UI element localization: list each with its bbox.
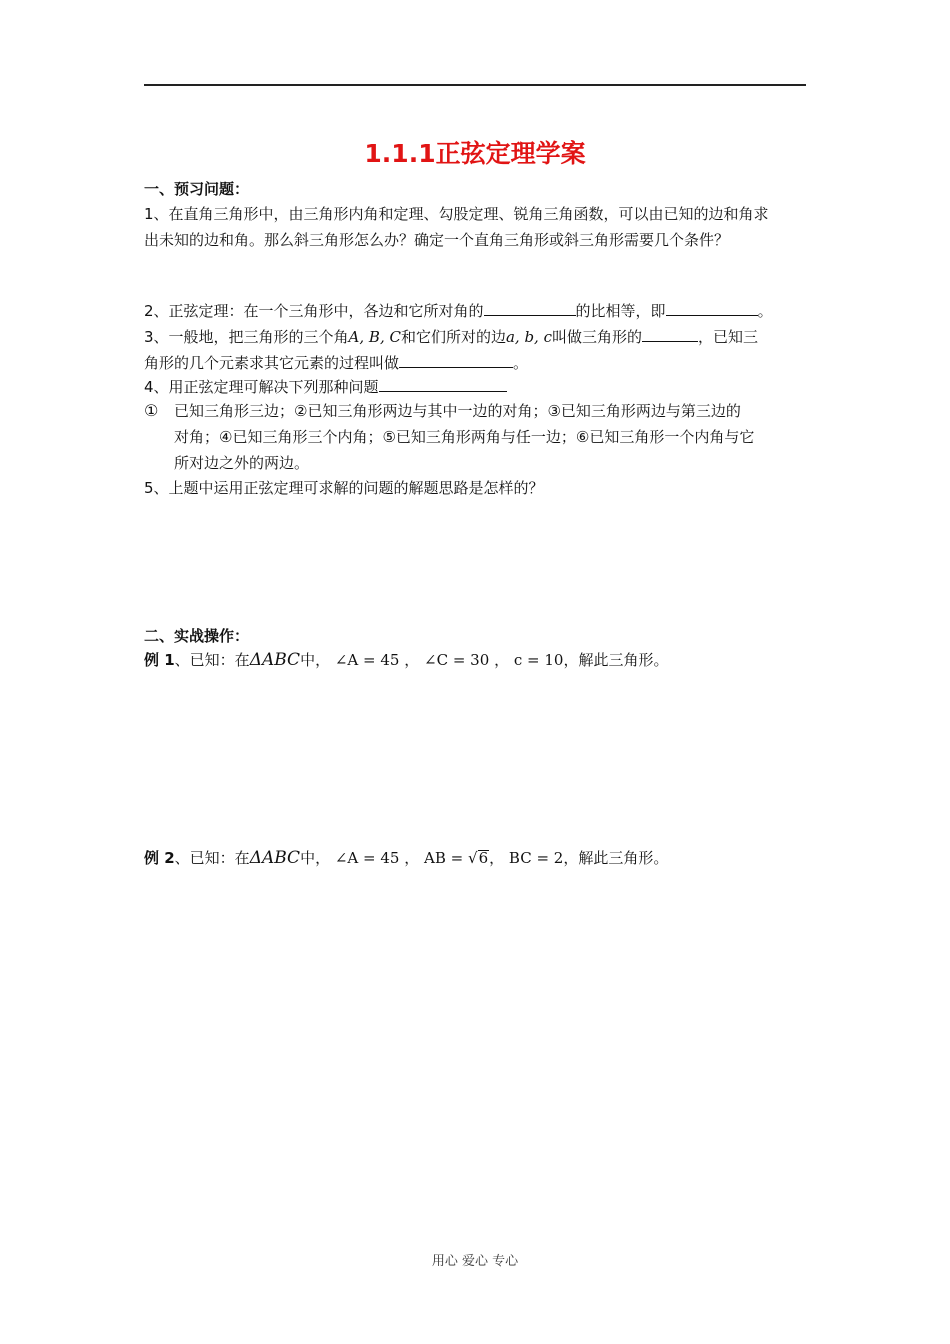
example-1-label: 例 1 <box>144 651 175 669</box>
options-line-2: 对角；④已知三角形三个内角；⑤已知三角形两角与任一边；⑥已知三角形一个内角与它 <box>174 428 755 446</box>
condition-side-bc: BC = 2 <box>508 849 564 867</box>
option-marker: ① <box>144 401 159 420</box>
answer-blank[interactable] <box>379 375 507 392</box>
condition-angle-a: ∠A = 45 <box>334 651 400 669</box>
answer-blank[interactable] <box>484 299 576 316</box>
condition-side-ab: AB = √6 <box>424 849 489 867</box>
page-title: 1.1.1正弦定理学案 <box>364 139 586 168</box>
sides-abc: a, b, c <box>505 328 552 346</box>
angles-abc: A, B, C <box>348 328 401 346</box>
example-1: 例 1、已知：在ΔABC中， ∠A = 45 ， ∠C = 30 ， c = 10，解此三角形。 <box>144 650 669 670</box>
triangle-abc: ΔABC <box>249 848 301 868</box>
sqrt-icon: √ <box>468 849 478 867</box>
condition-side-c: c = 10 <box>513 651 564 669</box>
answer-blank[interactable] <box>642 325 698 342</box>
question-1-line-2: 出未知的边和角。那么斜三角形怎么办？确定一个直角三角形或斜三角形需要几个条件？ <box>144 231 730 249</box>
answer-blank[interactable] <box>666 299 758 316</box>
example-2: 例 2、已知：在ΔABC中， ∠A = 45 ， AB = √6， BC = 2，解此三角形。 <box>144 848 669 868</box>
answer-blank[interactable] <box>399 351 513 368</box>
condition-angle-a: ∠A = 45 <box>334 849 400 867</box>
condition-angle-c: ∠C = 30 <box>424 651 490 669</box>
header-rule <box>144 84 806 86</box>
question-5: 5、上题中运用正弦定理可求解的问题的解题思路是怎样的？ <box>144 479 544 497</box>
question-1 <box>144 201 808 253</box>
triangle-abc: ΔABC <box>249 650 301 670</box>
section-heading-practice: 二、实战操作： <box>144 627 250 645</box>
page-footer: 用心 爱心 专心 <box>431 1254 519 1269</box>
question-2: 2、正弦定理：在一个三角形中，各边和它所对角的 的比相等，即 。 <box>144 298 808 324</box>
options-line-1: 已知三角形三边；②已知三角形两边与其中一边的对角；③已知三角形两边与第三边的 <box>174 402 741 420</box>
question-3: 3、一般地，把三角形的三个角A, B, C和它们所对的边a, b, c叫做三角形的 ，已知三 角形的几个元素求其它元素的过程叫做 。 <box>144 324 808 376</box>
example-2-label: 例 2 <box>144 849 175 867</box>
options-line-3: 所对边之外的两边。 <box>174 454 310 472</box>
question-4: 4、用正弦定理可解决下列那种问题 <box>144 374 808 400</box>
question-1-line-1: 1、在直角三角形中，由三角形内角和定理、勾股定理、锐角三角函数，可以由已知的边和角求 <box>144 205 769 223</box>
options-list <box>174 398 808 476</box>
section-heading-preview: 一、预习问题： <box>144 180 250 198</box>
